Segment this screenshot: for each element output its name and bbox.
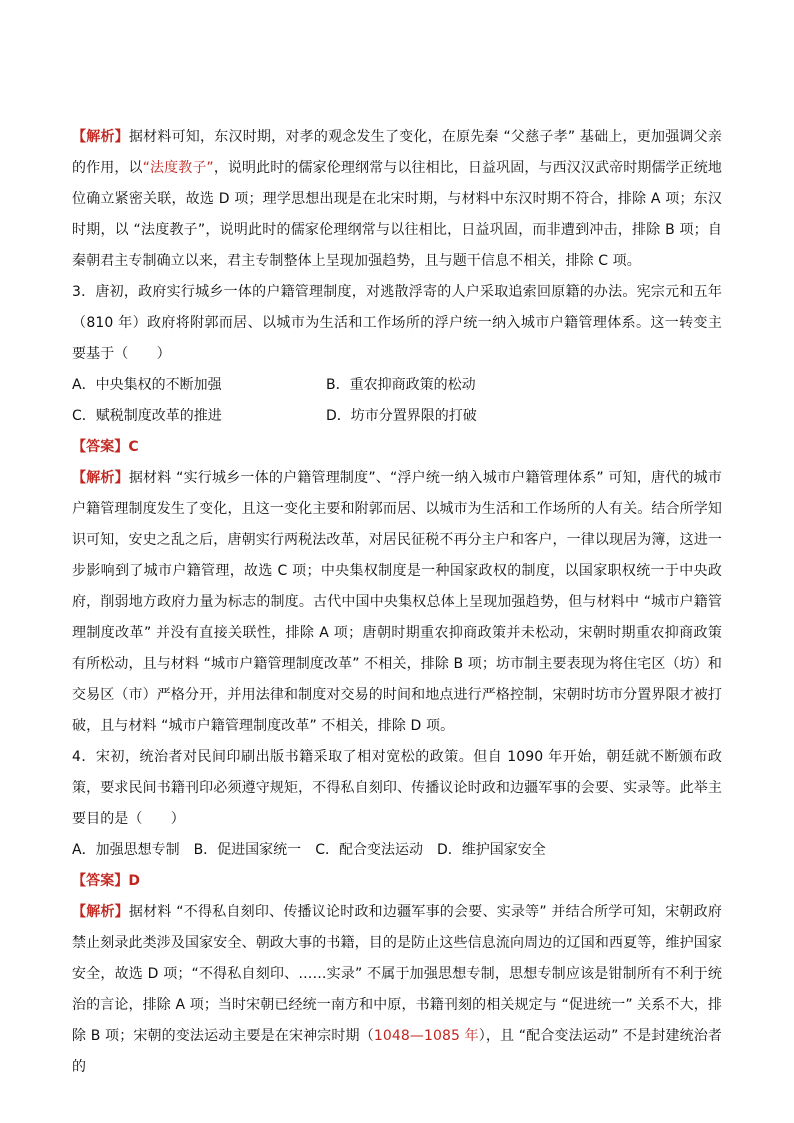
question-3-analysis	[72, 463, 722, 742]
question-3-options-row-2	[72, 401, 722, 432]
option-c: C．赋税制度改革的推进	[72, 408, 222, 424]
analysis-tag: 【解析】	[72, 904, 129, 920]
option-d: D．坊市分置界限的打破	[326, 408, 477, 424]
question-3-stem: 3．唐初，政府实行城乡一体的户籍管理制度，对逃散浮寄的人户采取追索回原籍的办法。宪宗元和五年（810 年）政府将附郭而居、以城市为生活和工作场所的浮户统一纳入城市户籍管理体系。这一转变主要基于（ ）	[72, 284, 722, 362]
question-3-options-row-1	[72, 370, 722, 401]
option-b: B．重农抑商政策的松动	[326, 377, 476, 393]
analysis-q2	[72, 122, 722, 277]
answer-value: C	[128, 439, 139, 455]
analysis-tag: 【解析】	[72, 129, 129, 145]
document-body	[72, 122, 722, 1083]
option-d: D．维护国家安全	[436, 842, 546, 858]
analysis-text: 据材料 “不得私自刻印、传播议论时政和边疆军事的会要、实录等” 并结合所学可知，宋朝政府禁止刻录此类涉及国家安全、朝政大事的书籍，目的是防止这些信息流向周边的辽国和西夏等，维护国家安全，故选 D 项；“不得私自刻印、……实录” 不属于加强思想专制，思想专制应该是钳制所有不利于统治的言论，排除 A 项；当时宋朝已经统一南方和中原，书籍刊刻的相关规定与 “促进统一” 关系不大，排除 B 项；宋朝的变法运动主要是在宋神宗时期（	[72, 904, 722, 1044]
analysis-highlight: 1048—1085 年	[373, 1028, 479, 1044]
answer-tag: 【答案】	[72, 439, 129, 455]
question-4-answer	[72, 866, 722, 897]
option-a: A．中央集权的不断加强	[72, 377, 222, 393]
option-c: C．配合变法运动	[315, 842, 423, 858]
question-4-stem: 4．宋初，统治者对民间印刷出版书籍采取了相对宽松的政策。但自 1090 年开始，朝廷就不断颁布政策，要求民间书籍刊印必须遵守规矩，不得私自刻印、传播议论时政和边疆军事的会要、实录等。此举主要目的是（ ）	[72, 749, 722, 827]
question-4-options	[72, 835, 722, 866]
analysis-text-end: ），且 “配合变法运动” 不是封建统治者的	[72, 1028, 722, 1075]
option-b: B．促进国家统一	[193, 842, 302, 858]
analysis-tag: 【解析】	[72, 470, 129, 486]
option-a: A．加强思想专制	[72, 842, 180, 858]
answer-tag: 【答案】	[72, 873, 129, 889]
analysis-text: ，说明此时的儒家伦理纲常与以往相比，日益巩固，与西汉汉武帝时期儒学正统地位确立紧密关联，故选 D 项；理学思想出现是在北宋时期，与材料中东汉时期不符合，排除 A 项；东汉时期，以 “法度教子”，说明此时的儒家伦理纲常与以往相比，日益巩固，而非遭到冲击，排除 B 项；自秦朝君主专制确立以来，君主专制整体上呈现加强趋势，且与题干信息不相关，排除 C 项。	[72, 160, 723, 269]
analysis-highlight: “法度教子”	[142, 160, 214, 176]
answer-value: D	[128, 873, 141, 889]
question-3-answer	[72, 432, 722, 463]
analysis-text: 据材料可知，东汉时期，对孝的观念发生了变化，在原先秦 “父慈子孝” 基础上，更加强调父亲的作用，以	[72, 129, 722, 176]
analysis-text: 据材料 “实行城乡一体的户籍管理制度”、“浮户统一纳入城市户籍管理体系” 可知，唐代的城市户籍管理制度发生了变化，且这一变化主要和附郭而居、以城市为生活和工作场所的人有关。结合所学知识可知，安史之乱之后，唐朝实行两税法改革，对居民征税不再分主户和客户，一律以现居为簿，这进一步影响到了城市户籍管理，故选 C 项；中央集权制度是一种国家政权的制度，以国家职权统一于中央政府，削弱地方政府力量为标志的制度。古代中国中央集权总体上呈现加强趋势，但与材料中 “城市户籍管理制度改革” 并没有直接关联性，排除 A 项；唐朝时期重农抑商政策并未松动，宋朝时期重农抑商政策有所松动，且与材料 “城市户籍管理制度改革” 不相关，排除 B 项；坊市制主要表现为将住宅区（坊）和交易区（市）严格分开，并用法律和制度对交易的时间和地点进行严格控制，宋朝时坊市分置界限才被打破，且与材料 “城市户籍管理制度改革” 不相关，排除 D 项。	[72, 470, 722, 734]
question-4-analysis	[72, 897, 722, 1083]
